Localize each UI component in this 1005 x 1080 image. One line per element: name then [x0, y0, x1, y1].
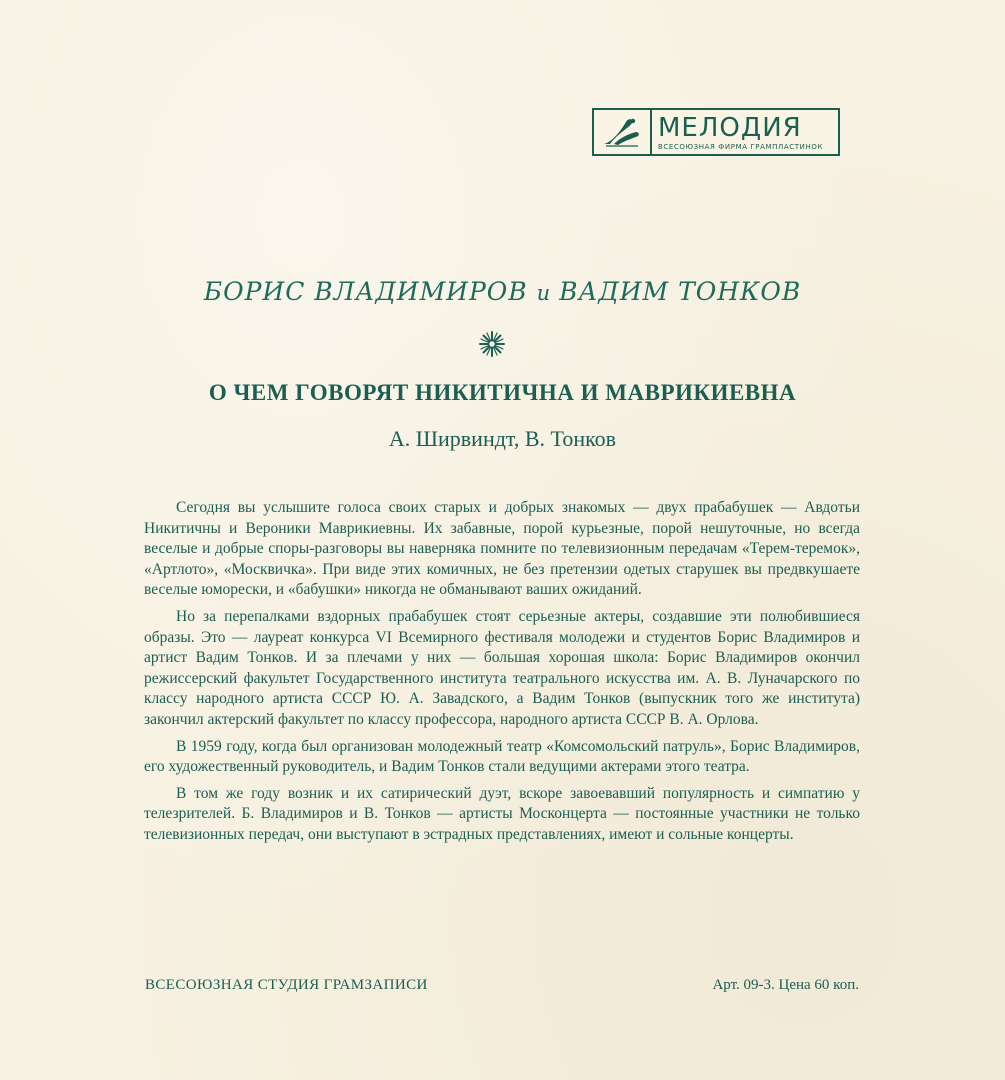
liner-paragraph: Но за перепалками вздорных прабабушек стоят серьезные актеры, создавшие эти полюбившиеся образы. Это — лауреат конкурса VI Всемирного фестиваля молодежи и студентов Борис Владимиров и артист Вадим Тонков. И за плечами у них — большая хорошая школа: Борис Владимиров окончил режиссерский факультет Государственного института театрального искусства им. А. В. Луначарского по классу народного артиста СССР Ю. А. Завадского, а Вадим Тонков (выпускник того же института) закончил актерский факультет по классу профессора, народного артиста СССР В. А. Орлова. [144, 607, 860, 728]
snowflake-ornament-icon [478, 330, 506, 358]
program-writers: А. Ширвиндт, В. Тонков [388, 426, 617, 451]
melodiya-logo [592, 108, 840, 156]
logo-text-block [652, 110, 838, 154]
logo-subtitle: ВСЕСОЮЗНАЯ ФИРМА ГРАМПЛАСТИНОК [658, 143, 824, 151]
performers-heading [0, 277, 1005, 306]
performer-1: БОРИС ВЛАДИМИРОВ [203, 277, 528, 306]
performer-2: ВАДИМ ТОНКОВ [559, 277, 802, 306]
studio-label: ВСЕСОЮЗНАЯ СТУДИЯ ГРАМЗАПИСИ [145, 977, 428, 993]
liner-notes [144, 498, 860, 852]
program-title: О ЧЕМ ГОВОРЯТ НИКИТИЧНА И МАВРИКИЕВНА [208, 380, 797, 405]
article-price: Арт. 09-3. Цена 60 коп. [712, 977, 859, 993]
logo-name: МЕЛОДИЯ [658, 113, 802, 143]
performers-conjunction: и [536, 281, 551, 305]
liner-paragraph: Сегодня вы услышите голоса своих старых и добрых знакомых — двух прабабушек — Авдотьи Никитичны и Вероники Маврикиевны. Их забавные, порой курьезные, порой нешуточные, но всегда веселые и добрые споры-разговоры вы наверняка помните по телевизионным передачам «Терем-теремок», «Артлото», «Москвичка». При виде этих комичных, не без претензии одетых старушек вы предвкушаете веселые юморески, и «бабушки» никогда не обманывают ваших ожиданий. [144, 499, 860, 599]
liner-paragraph: В 1959 году, когда был организован молодежный театр «Комсомольский патруль», Борис Владимиров, его художественный руководитель, и Вадим Тонков стали ведущими актерами этого театра. [144, 737, 860, 776]
liner-paragraph: В том же году возник и их сатирический дуэт, вскоре завоевавший популярность и симпатию у телезрителей. Б. Владимиров и В. Тонков — артисты Москонцерта — постоянные участники не только телевизионных передач, они выступают в эстрадных представлениях, имеют и сольные концерты. [144, 784, 860, 843]
melodiya-emblem-icon [594, 110, 652, 154]
